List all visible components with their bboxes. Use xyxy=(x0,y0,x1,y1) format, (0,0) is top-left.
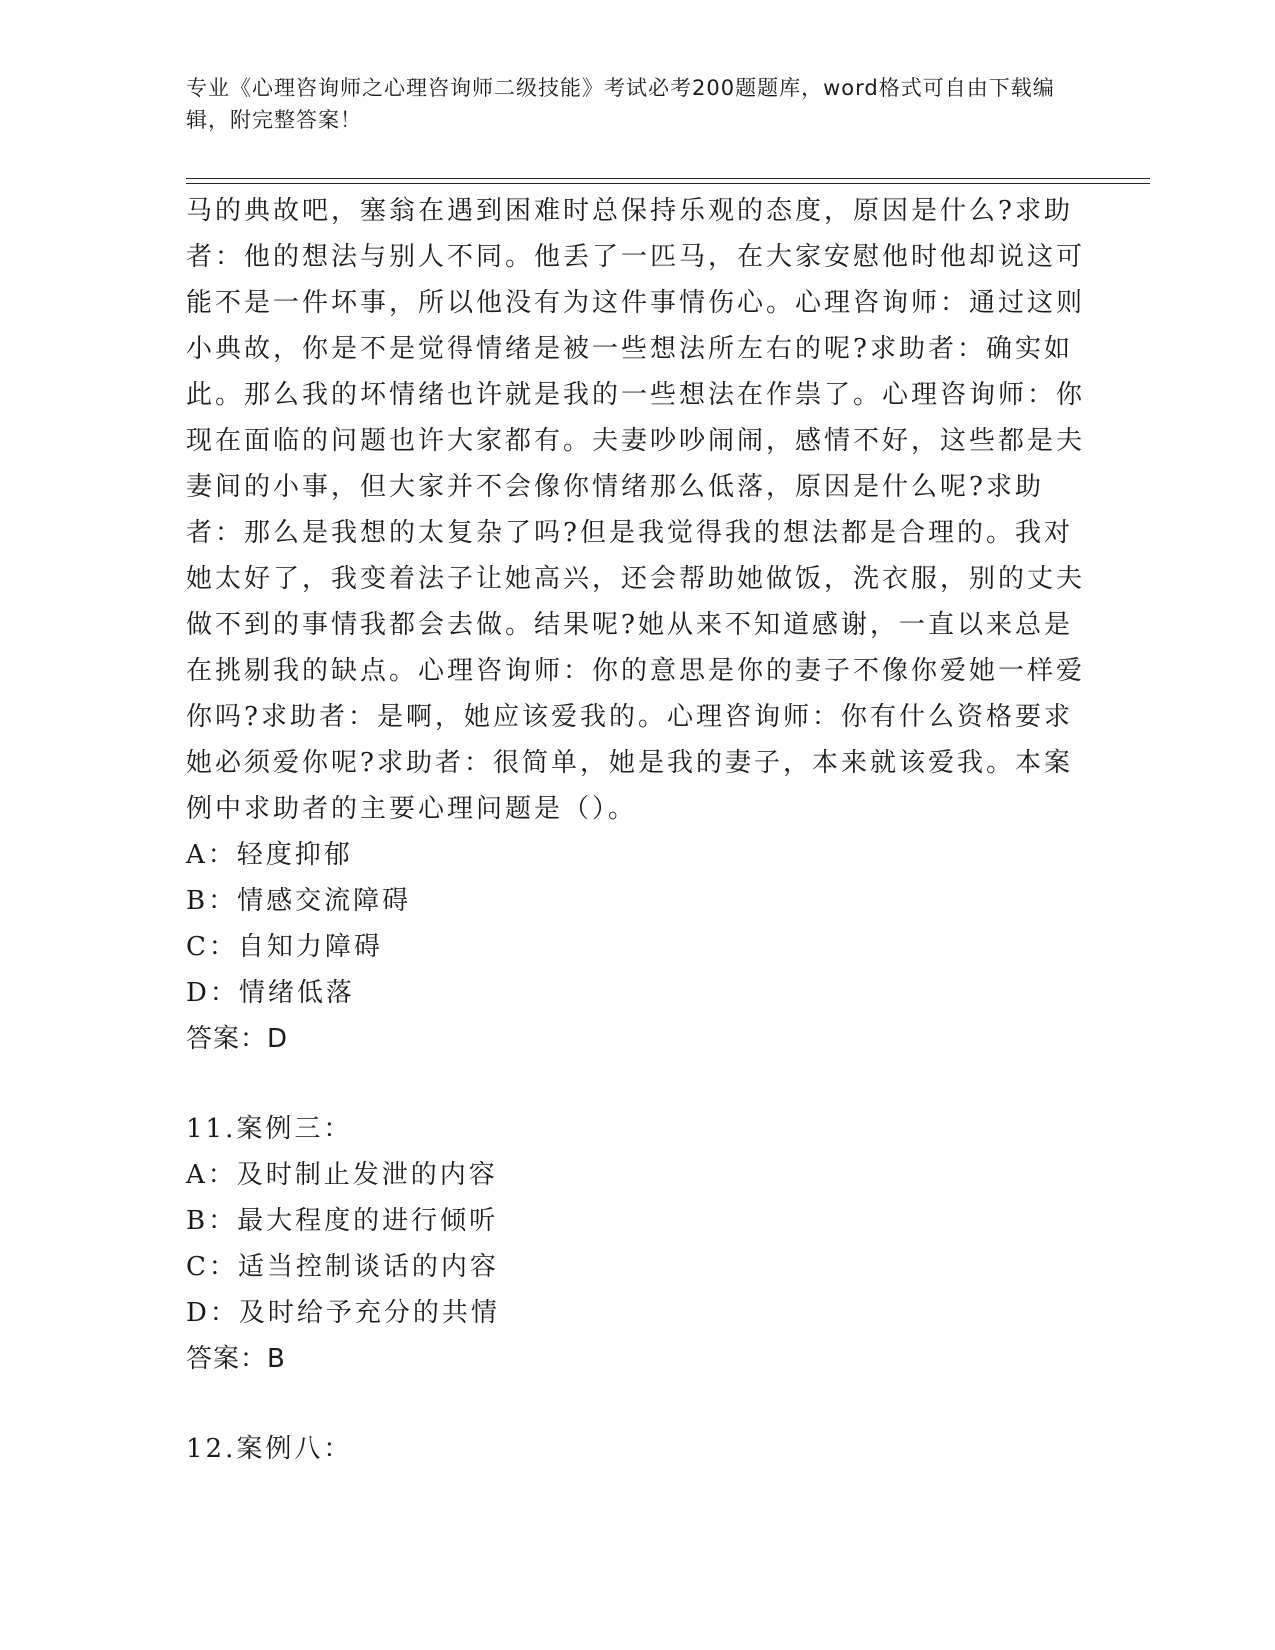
document-header: 专业《心理咨询师之心理咨询师二级技能》考试必考200题题库，word格式可自由下载编辑，附完整答案！ xyxy=(186,76,1055,132)
header-divider-top xyxy=(186,178,1150,179)
question-11-option-a: A：及时制止发泄的内容 xyxy=(186,1160,498,1190)
question-11-option-c: C：适当控制谈话的内容 xyxy=(186,1252,499,1282)
question-11-option-b: B：最大程度的进行倾听 xyxy=(186,1206,499,1236)
header-divider-bottom xyxy=(186,183,1150,184)
question-11-answer: 答案：B xyxy=(186,1344,286,1374)
question-10-stem: 马的典故吧，塞翁在遇到困难时总保持乐观的态度，原因是什么?求助者：他的想法与别人不同。他丢了一匹马，在大家安慰他时他却说这可能不是一件坏事，所以他没有为这件事情伤心。心理咨询师：通过这则小典故，你是不是觉得情绪是被一些想法所左右的呢?求助者：确实如此。那么我的坏情绪也许就是我的一些想法在作祟了。心理咨询师：你现在面临的问题也许大家都有。夫妻吵吵闹闹，感情不好，这些都是夫妻间的小事，但大家并不会像你情绪那么低落，原因是什么呢?求助者：那么是我想的太复杂了吗?但是我觉得我的想法都是合理的。我对她太好了，我变着法子让她高兴，还会帮助她做饭，洗衣服，别的丈夫做不到的事情我都会去做。结果呢?她从来不知道感谢，一直以来总是在挑剔我的缺点。心理咨询师：你的意思是你的妻子不像你爱她一样爱你吗?求助者：是啊，她应该爱我的。心理咨询师：你有什么资格要求她必须爱你呢?求助者：很简单，她是我的妻子，本来就该爱我。本案例中求助者的主要心理问题是（）。 xyxy=(186,196,1086,824)
question-10-answer: 答案：D xyxy=(186,1024,289,1054)
question-10-option-c: C：自知力障碍 xyxy=(186,932,383,962)
spacer xyxy=(186,1062,1086,1106)
question-11-option-d: D：及时给予充分的共情 xyxy=(186,1298,500,1328)
question-10-option-d: D：情绪低落 xyxy=(186,978,355,1008)
question-10-option-b: B：情感交流障碍 xyxy=(186,886,412,916)
question-12-title: 12.案例八： xyxy=(186,1434,353,1464)
question-10-option-a: A：轻度抑郁 xyxy=(186,840,353,870)
document-body xyxy=(186,188,1086,1472)
spacer xyxy=(186,1382,1086,1426)
question-11-title: 11.案例三： xyxy=(186,1114,353,1144)
